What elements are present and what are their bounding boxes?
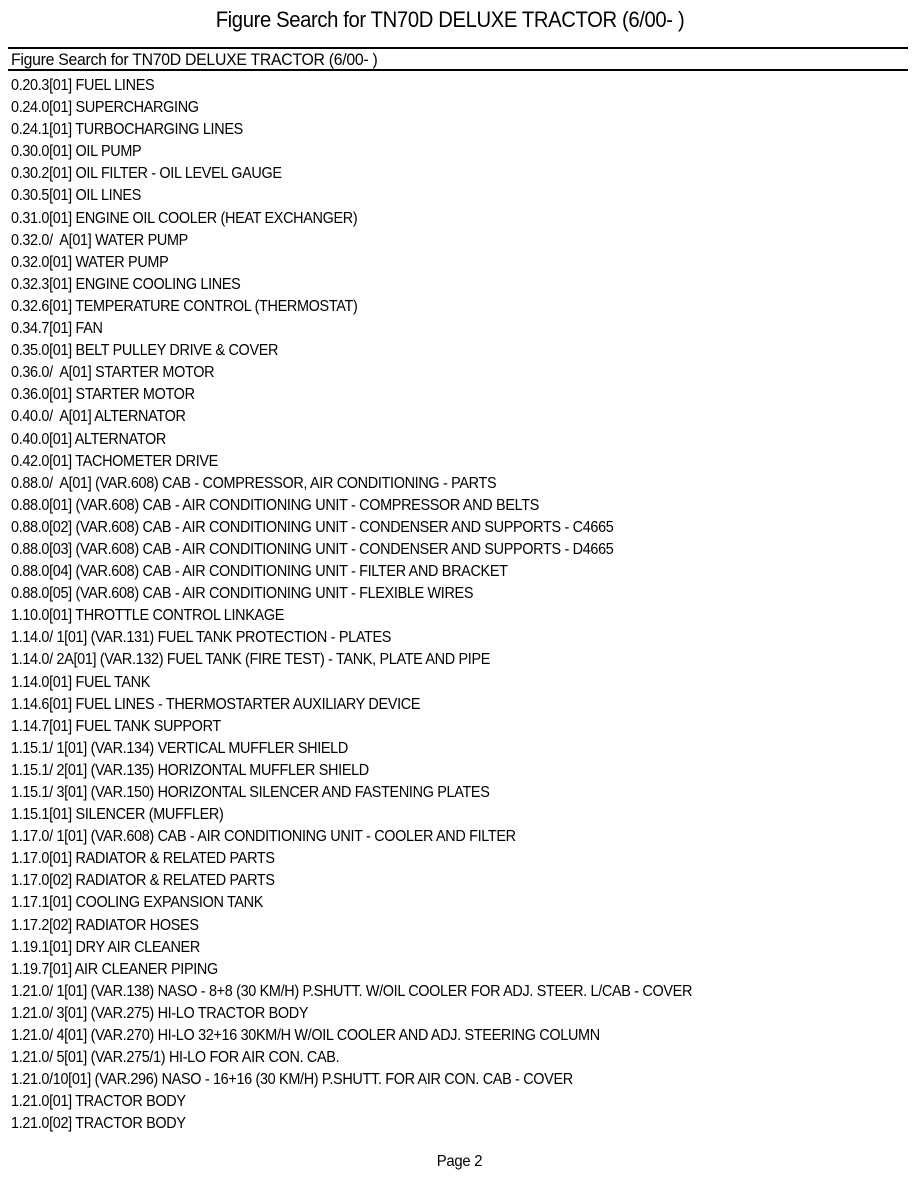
list-item-text: 0.30.2[01] OIL FILTER - OIL LEVEL GAUGE <box>11 165 282 183</box>
list-item-text: 1.21.0/ 3[01] (VAR.275) HI-LO TRACTOR BODY <box>11 1004 309 1022</box>
list-item <box>8 1047 908 1069</box>
list-item-text: 0.24.1[01] TURBOCHARGING LINES <box>11 121 243 139</box>
list-item-text: 1.14.0/ 2A[01] (VAR.132) FUEL TANK (FIRE TEST) - TANK, PLATE AND PIPE <box>11 651 491 669</box>
list-item <box>8 1113 908 1135</box>
list-item <box>8 694 908 716</box>
list-item-text: 1.21.0/10[01] (VAR.296) NASO - 16+16 (30 KM/H) P.SHUTT. FOR AIR CON. CAB - COVER <box>11 1071 573 1089</box>
list-item-text: 1.21.0/ 4[01] (VAR.270) HI-LO 32+16 30KM/H W/OIL COOLER AND ADJ. STEERING COLUMN <box>11 1027 600 1045</box>
list-item-text: 0.88.0/ A[01] (VAR.608) CAB - COMPRESSOR, AIR CONDITIONING - PARTS <box>11 474 497 492</box>
list-item <box>8 495 908 517</box>
list-item <box>8 959 908 981</box>
list-item <box>8 826 908 848</box>
list-item <box>8 429 908 451</box>
list-item <box>8 141 908 163</box>
list-item-text: 0.40.0/ A[01] ALTERNATOR <box>11 408 186 426</box>
list-item-text: 1.17.2[02] RADIATOR HOSES <box>11 916 199 934</box>
list-item <box>8 605 908 627</box>
list-item <box>8 230 908 252</box>
list-item <box>8 915 908 937</box>
list-item-text: 1.17.1[01] COOLING EXPANSION TANK <box>11 894 264 912</box>
list-item-text: 1.15.1[01] SILENCER (MUFFLER) <box>11 806 224 824</box>
list-item <box>8 362 908 384</box>
list-item <box>8 208 908 230</box>
list-item <box>8 649 908 671</box>
list-item-text: 0.34.7[01] FAN <box>11 320 103 338</box>
page-number <box>0 1152 918 1172</box>
list-item-text: 1.15.1/ 2[01] (VAR.135) HORIZONTAL MUFFLER SHIELD <box>11 761 369 779</box>
list-item-text: 0.88.0[05] (VAR.608) CAB - AIR CONDITIONING UNIT - FLEXIBLE WIRES <box>11 585 474 603</box>
list-item-text: 0.88.0[01] (VAR.608) CAB - AIR CONDITIONING UNIT - COMPRESSOR AND BELTS <box>11 496 540 514</box>
list-item <box>8 892 908 914</box>
list-item <box>8 848 908 870</box>
list-item-text: 0.88.0[04] (VAR.608) CAB - AIR CONDITIONING UNIT - FILTER AND BRACKET <box>11 563 508 581</box>
list-item <box>8 1003 908 1025</box>
list-item <box>8 738 908 760</box>
list-item-text: 1.17.0/ 1[01] (VAR.608) CAB - AIR CONDITIONING UNIT - COOLER AND FILTER <box>11 828 516 846</box>
section-title: Figure Search for TN70D DELUXE TRACTOR (6/00- ) <box>11 50 378 69</box>
list-item <box>8 384 908 406</box>
list-item <box>8 870 908 892</box>
section-header <box>8 47 908 71</box>
list-item-text: 0.32.0[01] WATER PUMP <box>11 253 169 271</box>
list-item-text: 1.14.7[01] FUEL TANK SUPPORT <box>11 717 221 735</box>
list-item <box>8 981 908 1003</box>
list-item-text: 1.21.0[01] TRACTOR BODY <box>11 1093 186 1111</box>
page-number-label: Page 2 <box>436 1153 482 1170</box>
list-item-text: 0.20.3[01] FUEL LINES <box>11 77 155 94</box>
page-title: Figure Search for TN70D DELUXE TRACTOR (6/00- ) <box>215 7 685 32</box>
list-item-text: 1.15.1/ 3[01] (VAR.150) HORIZONTAL SILENCER AND FASTENING PLATES <box>11 784 490 801</box>
list-item <box>8 97 908 119</box>
list-item-text: 0.36.0[01] STARTER MOTOR <box>11 386 195 404</box>
list-item <box>8 517 908 539</box>
list-item <box>8 782 908 804</box>
list-item <box>8 672 908 694</box>
list-item-text: 0.30.5[01] OIL LINES <box>11 187 141 205</box>
list-item-text: 0.40.0[01] ALTERNATOR <box>11 430 167 448</box>
list-item <box>8 274 908 296</box>
list-item <box>8 627 908 649</box>
figure-list <box>8 75 908 1136</box>
list-item <box>8 252 908 274</box>
list-item <box>8 539 908 561</box>
list-item <box>8 75 908 97</box>
list-item <box>8 119 908 141</box>
list-item <box>8 583 908 605</box>
list-item <box>8 1025 908 1047</box>
list-item-text: 1.21.0/ 5[01] (VAR.275/1) HI-LO FOR AIR CON. CAB. <box>11 1049 340 1067</box>
list-item <box>8 163 908 185</box>
list-item-text: 0.88.0[03] (VAR.608) CAB - AIR CONDITIONING UNIT - CONDENSER AND SUPPORTS - D4665 <box>11 540 614 558</box>
list-item-text: 0.42.0[01] TACHOMETER DRIVE <box>11 452 218 470</box>
list-item-text: 1.14.6[01] FUEL LINES - THERMOSTARTER AUXILIARY DEVICE <box>11 695 421 713</box>
list-item-text: 1.17.0[01] RADIATOR & RELATED PARTS <box>11 850 275 868</box>
list-item-text: 1.14.0/ 1[01] (VAR.131) FUEL TANK PROTECTION - PLATES <box>11 629 392 647</box>
list-item-text: 0.24.0[01] SUPERCHARGING <box>11 99 199 117</box>
list-item <box>8 406 908 428</box>
list-item-text: 0.32.0/ A[01] WATER PUMP <box>11 231 188 249</box>
list-item-text: 0.32.6[01] TEMPERATURE CONTROL (THERMOSTAT) <box>11 297 358 315</box>
list-item <box>8 296 908 318</box>
list-item <box>8 451 908 473</box>
figure-search-section <box>8 47 908 1136</box>
list-item-text: 1.21.0/ 1[01] (VAR.138) NASO - 8+8 (30 KM/H) P.SHUTT. W/OIL COOLER FOR ADJ. STEER. L/CAB - COVER <box>11 982 693 1000</box>
list-item <box>8 185 908 207</box>
list-item <box>8 340 908 362</box>
list-item-text: 0.31.0[01] ENGINE OIL COOLER (HEAT EXCHANGER) <box>11 209 358 227</box>
list-item-text: 0.35.0[01] BELT PULLEY DRIVE & COVER <box>11 342 279 360</box>
list-item-text: 1.17.0[02] RADIATOR & RELATED PARTS <box>11 872 275 890</box>
list-item-text: 1.19.1[01] DRY AIR CLEANER <box>11 938 200 956</box>
list-item <box>8 473 908 495</box>
list-item <box>8 937 908 959</box>
list-item <box>8 760 908 782</box>
list-item-text: 1.15.1/ 1[01] (VAR.134) VERTICAL MUFFLER SHIELD <box>11 739 348 757</box>
list-item <box>8 1091 908 1113</box>
list-item-text: 1.14.0[01] FUEL TANK <box>11 673 151 691</box>
list-item-text: 1.10.0[01] THROTTLE CONTROL LINKAGE <box>11 607 284 625</box>
list-item-text: 0.88.0[02] (VAR.608) CAB - AIR CONDITIONING UNIT - CONDENSER AND SUPPORTS - C4665 <box>11 518 614 536</box>
list-item <box>8 804 908 826</box>
list-item-text: 0.36.0/ A[01] STARTER MOTOR <box>11 364 215 382</box>
list-item <box>8 318 908 340</box>
list-item-text: 0.30.0[01] OIL PUMP <box>11 143 142 161</box>
list-item <box>8 1069 908 1091</box>
list-item <box>8 561 908 583</box>
list-item <box>8 716 908 738</box>
list-item-text: 1.19.7[01] AIR CLEANER PIPING <box>11 960 218 978</box>
list-item-text: 0.32.3[01] ENGINE COOLING LINES <box>11 275 241 293</box>
list-item-text: 1.21.0[02] TRACTOR BODY <box>11 1115 186 1133</box>
